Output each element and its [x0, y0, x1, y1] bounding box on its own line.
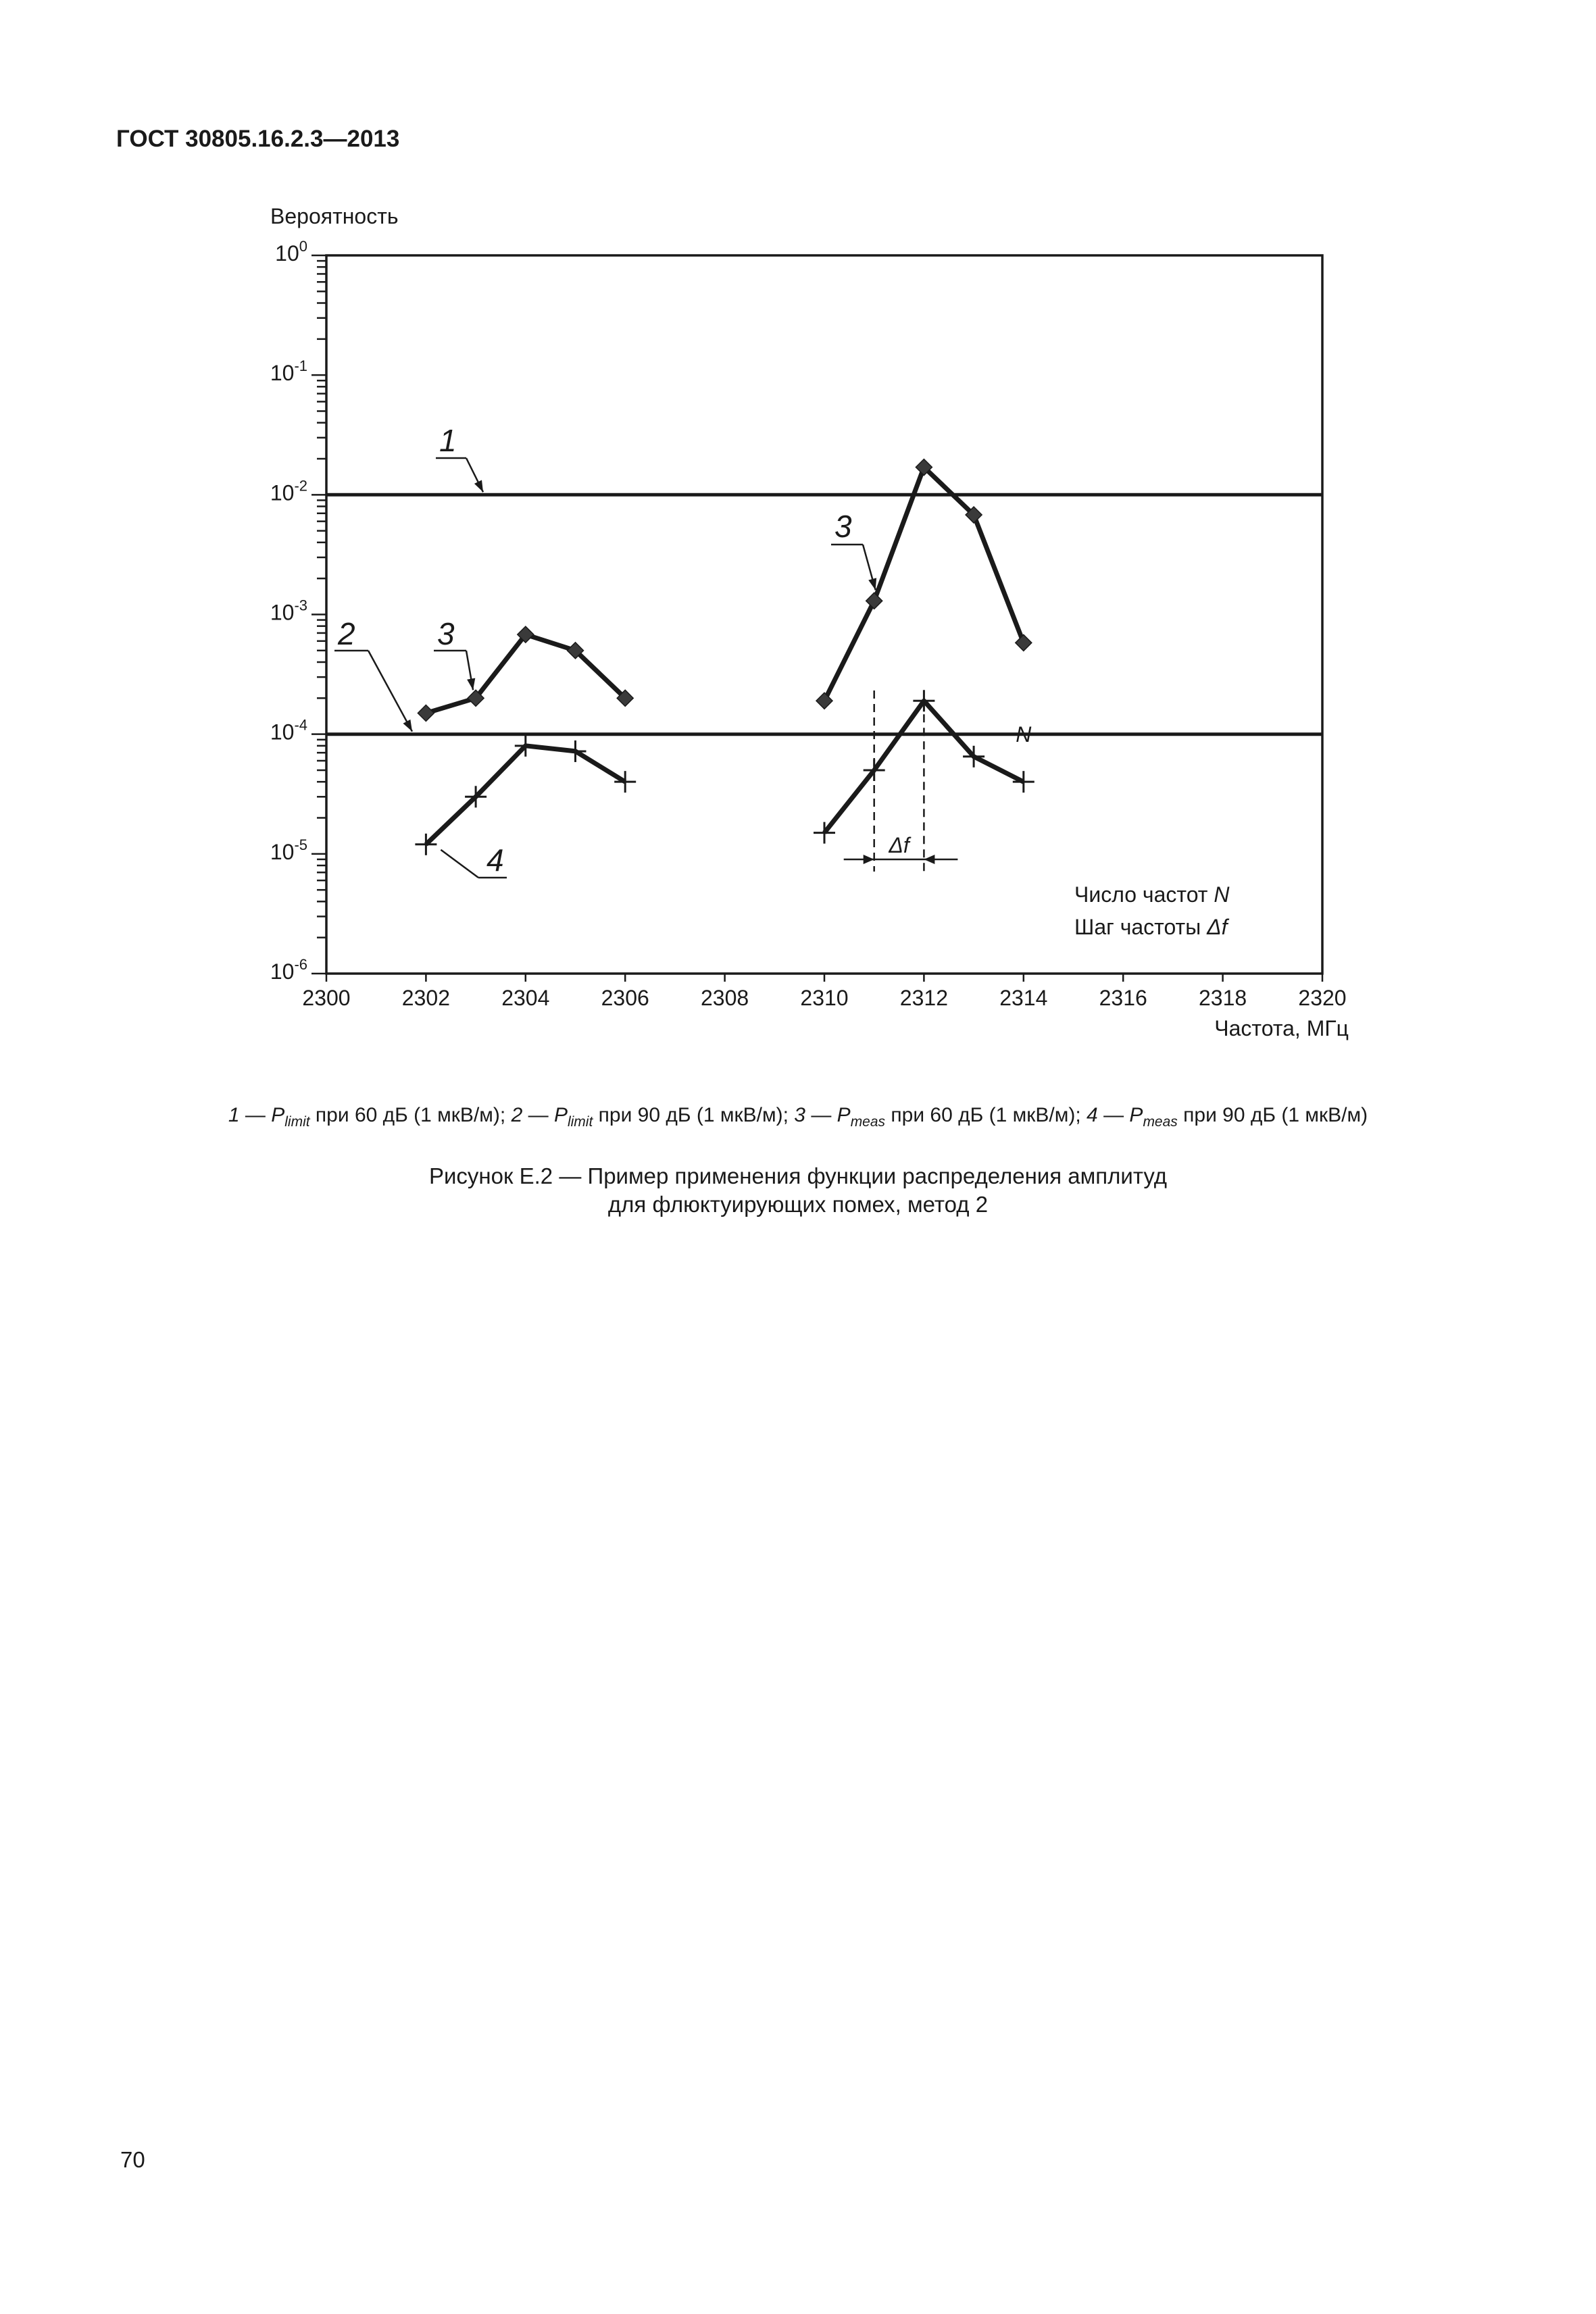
diamond-marker [816, 693, 832, 709]
document-header: ГОСТ 30805.16.2.3—2013 [116, 126, 400, 152]
x-tick-label: 2306 [601, 986, 649, 1010]
page-number: 70 [120, 2147, 145, 2172]
diamond-marker [418, 705, 434, 721]
callout-3-left-label: 3 [437, 616, 455, 651]
diamond-marker [866, 593, 882, 609]
plot-frame [326, 255, 1322, 974]
y-tick-label: $10^{-4}$ [270, 716, 307, 745]
series-3-line [824, 468, 1024, 701]
y-tick-label: $10^0$ [275, 238, 307, 266]
y-tick-label: $10^{-2}$ [270, 477, 307, 505]
x-axis-ticks [302, 974, 1346, 1010]
y-tick-label: $10^{-3}$ [270, 597, 307, 625]
note-frequency-step: Шаг частоты Δf [1074, 915, 1228, 939]
annotations [334, 423, 1230, 939]
x-tick-label: 2312 [899, 986, 948, 1010]
note-frequency-count: Число частот N [1074, 882, 1230, 907]
y-axis-ticks [270, 238, 326, 984]
x-tick-label: 2314 [999, 986, 1048, 1010]
x-tick-label: 2304 [501, 986, 550, 1010]
series-3-line [426, 634, 625, 713]
x-tick-label: 2308 [701, 986, 749, 1010]
series-4-line [426, 746, 625, 845]
probability-chart [0, 0, 1596, 1081]
callout-4-label: 4 [487, 842, 504, 878]
x-tick-label: 2316 [1099, 986, 1147, 1010]
callout-3-right-label: 3 [834, 509, 852, 544]
diamond-marker [1016, 634, 1032, 651]
delta-f-arrow-left [864, 855, 874, 864]
x-tick-label: 2320 [1298, 986, 1347, 1010]
callout-1-label: 1 [439, 423, 457, 458]
callout-2-label: 2 [338, 616, 355, 651]
x-tick-label: 2310 [800, 986, 849, 1010]
x-tick-label: 2318 [1199, 986, 1247, 1010]
callout-4-leader [441, 850, 478, 878]
x-tick-label: 2300 [302, 986, 351, 1010]
callout-3-left-arrow [467, 678, 475, 690]
callout-3-right-arrow [868, 578, 876, 590]
figure-caption-line1: Рисунок Е.2 — Пример применения функции распределения амплитуд [428, 1163, 1168, 1188]
n-marker-label: N [1016, 722, 1032, 747]
y-tick-label: $10^{-1}$ [270, 357, 307, 386]
callout-2-arrow [403, 720, 412, 732]
delta-f-label: Δf [889, 833, 909, 857]
y-axis-label: Вероятность [270, 204, 399, 228]
y-tick-label: $10^{-5}$ [270, 836, 307, 864]
x-axis-label: Частота, МГц [1214, 1016, 1349, 1040]
x-tick-label: 2302 [401, 986, 450, 1010]
figure-caption-line2: для флюктуирующих помех, метод 2 [607, 1192, 989, 1217]
callout-2-leader [368, 651, 412, 732]
delta-f-arrow-right [924, 855, 934, 864]
y-tick-label: $10^{-6}$ [270, 956, 307, 984]
figure-caption [0, 1162, 1596, 1219]
data-series [326, 459, 1322, 855]
callout-1-arrow [474, 480, 483, 492]
legend-caption: 1 — $P_{limit}$ при 60 дБ (1 мкВ/м); 2 — $P_{limit}$ при 90 дБ (1 мкВ/м); 3 — $P_{meas}$ при 60 дБ (1 мкВ/м); 4 — $P_{meas}$ при 90 дБ (1 мкВ/м) [228, 1104, 1368, 1130]
